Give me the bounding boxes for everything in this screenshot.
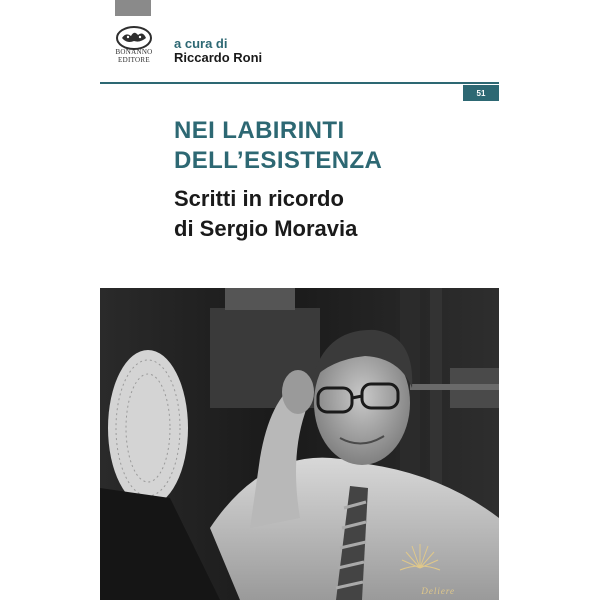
title-line-2: DELL’ESISTENZA bbox=[174, 147, 383, 174]
book-cover bbox=[100, 0, 499, 600]
curator-name: Riccardo Roni bbox=[174, 50, 263, 65]
portrait-photo-illustration bbox=[100, 288, 499, 600]
series-number-badge: 51 bbox=[463, 85, 499, 101]
publisher-name-line2: EDITORE bbox=[118, 56, 150, 64]
publisher-logo-text bbox=[106, 48, 162, 64]
book-subtitle bbox=[174, 184, 357, 244]
cover-photo bbox=[100, 288, 499, 600]
subtitle-line-1: Scritti in ricordo bbox=[174, 186, 344, 211]
imprint-mark: Deliere bbox=[421, 586, 455, 596]
subtitle-line-2: di Sergio Moravia bbox=[174, 216, 358, 241]
curator-prefix: a cura di bbox=[174, 36, 228, 51]
grey-tab bbox=[115, 0, 151, 16]
divider-rule bbox=[100, 82, 499, 84]
book-title bbox=[174, 116, 382, 176]
title-line-1: NEI LABIRINTI bbox=[174, 117, 345, 144]
publisher-name-line1: BONANNO bbox=[115, 48, 153, 56]
